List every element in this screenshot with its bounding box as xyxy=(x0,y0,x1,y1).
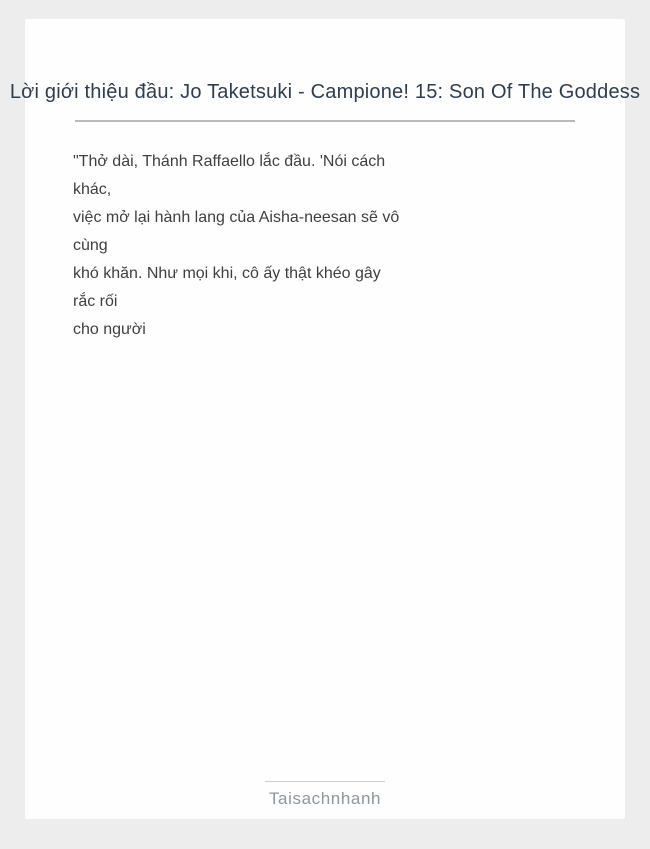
page-background xyxy=(0,19,650,849)
body-text-line: "Thở dài, Thánh Raffaello lắc đầu. 'Nói cách xyxy=(73,153,386,170)
chapter-header xyxy=(9,19,641,105)
body-text-line: việc mở lại hành lang của Aisha-neesan sẽ vô xyxy=(73,209,400,226)
body-text-line: rắc rối xyxy=(73,293,118,310)
page-footer xyxy=(25,781,625,809)
reader-card xyxy=(9,19,641,819)
title-divider xyxy=(75,120,575,122)
footer-brand: Taisachnhanh xyxy=(268,789,382,808)
body-text-line: khó khăn. Như mọi khi, cô ấy thật khéo gây xyxy=(73,265,381,282)
body-text-line: cùng xyxy=(73,237,108,254)
chapter-title: Lời giới thiệu đầu: Jo Taketsuki - Campione! 15: Son Of The Goddess xyxy=(9,81,641,103)
body-text-line: khác, xyxy=(73,181,112,198)
chapter-text xyxy=(73,148,585,344)
footer-divider xyxy=(265,781,385,782)
body-text-line: cho người xyxy=(73,321,146,338)
